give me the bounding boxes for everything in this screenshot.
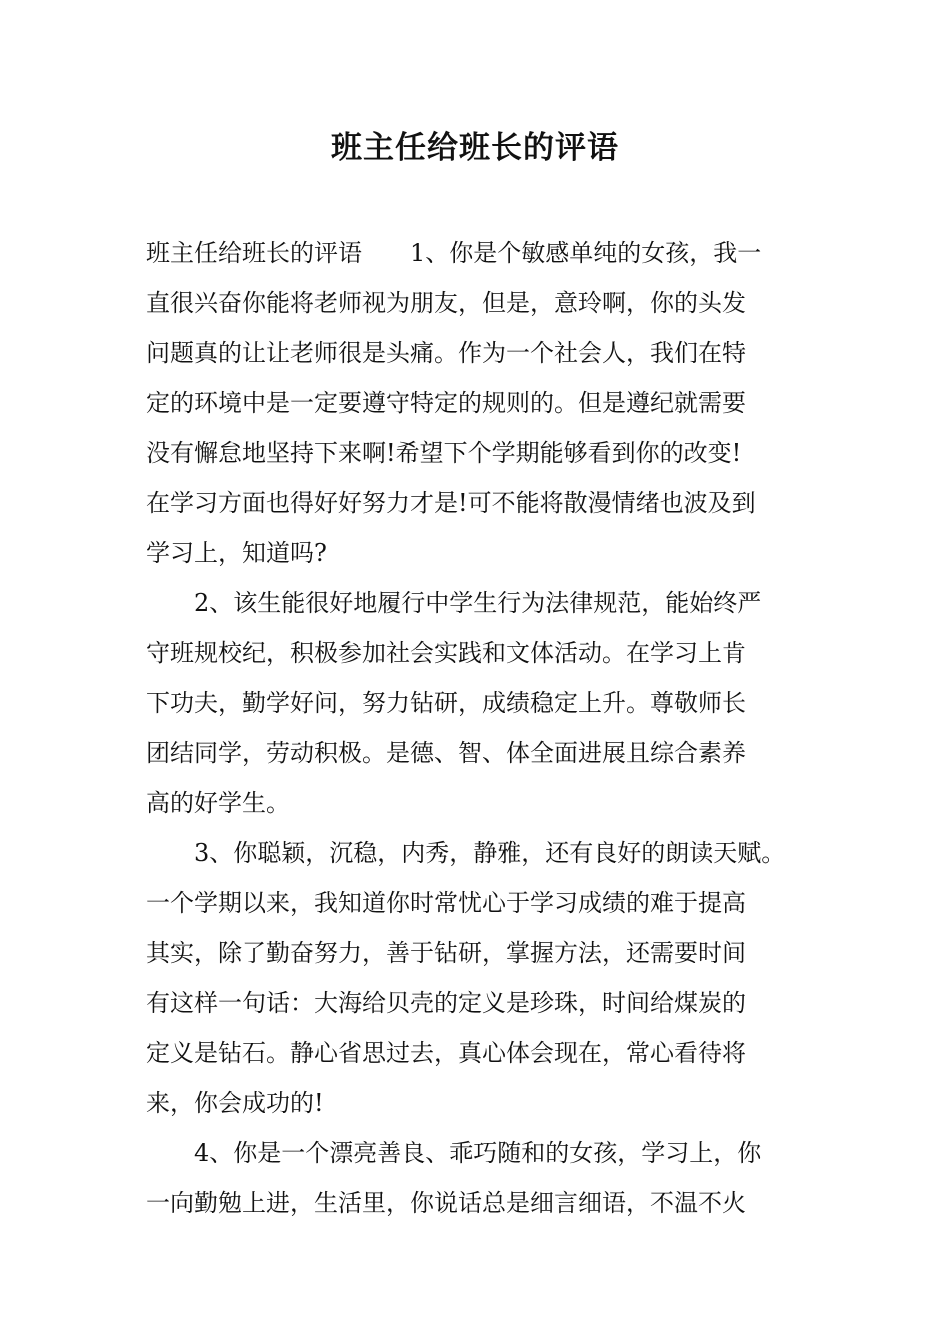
text-line: 守班规校纪，积极参加社会实践和文体活动。在学习上肯 <box>146 639 746 667</box>
text-line: 学习上，知道吗? <box>146 539 327 567</box>
text-line: 班主任给班长的评语 1、你是个敏感单纯的女孩，我一 <box>146 239 762 267</box>
text-line: 来，你会成功的! <box>146 1089 324 1117</box>
text-line: 问题真的让让老师很是头痛。作为一个社会人，我们在特 <box>146 339 746 367</box>
text-line: 其实，除了勤奋努力，善于钻研，掌握方法，还需要时间 <box>146 939 746 967</box>
text-line: 定义是钻石。静心省思过去，真心体会现在，常心看待将 <box>146 1039 746 1067</box>
text-line: 3、你聪颖，沉稳，内秀，静雅，还有良好的朗读天赋。 <box>146 839 786 867</box>
text-line: 一个学期以来，我知道你时常忧心于学习成绩的难于提高 <box>146 889 746 917</box>
text-line: 有这样一句话：大海给贝壳的定义是珍珠，时间给煤炭的 <box>146 989 746 1017</box>
text-line: 团结同学，劳动积极。是德、智、体全面进展且综合素养 <box>146 739 746 767</box>
text-line: 没有懈怠地坚持下来啊!希望下个学期能够看到你的改变! <box>146 439 742 467</box>
text-line: 一向勤勉上进，生活里，你说话总是细言细语，不温不火 <box>146 1189 746 1217</box>
text-line: 高的好学生。 <box>146 789 290 817</box>
text-line: 定的环境中是一定要遵守特定的规则的。但是遵纪就需要 <box>146 389 746 417</box>
text-line: 直很兴奋你能将老师视为朋友，但是，意玲啊，你的头发 <box>146 289 746 317</box>
text-line: 在学习方面也得好好努力才是!可不能将散漫情绪也波及到 <box>146 489 756 517</box>
text-line: 4、你是一个漂亮善良、乖巧随和的女孩，学习上，你 <box>146 1139 762 1167</box>
document-title: 班主任给班长的评语 <box>331 130 619 166</box>
document-body <box>146 228 811 1228</box>
text-line: 2、该生能很好地履行中学生行为法律规范，能始终严 <box>146 589 762 617</box>
text-line: 下功夫，勤学好问，努力钻研，成绩稳定上升。尊敬师长 <box>146 689 746 717</box>
